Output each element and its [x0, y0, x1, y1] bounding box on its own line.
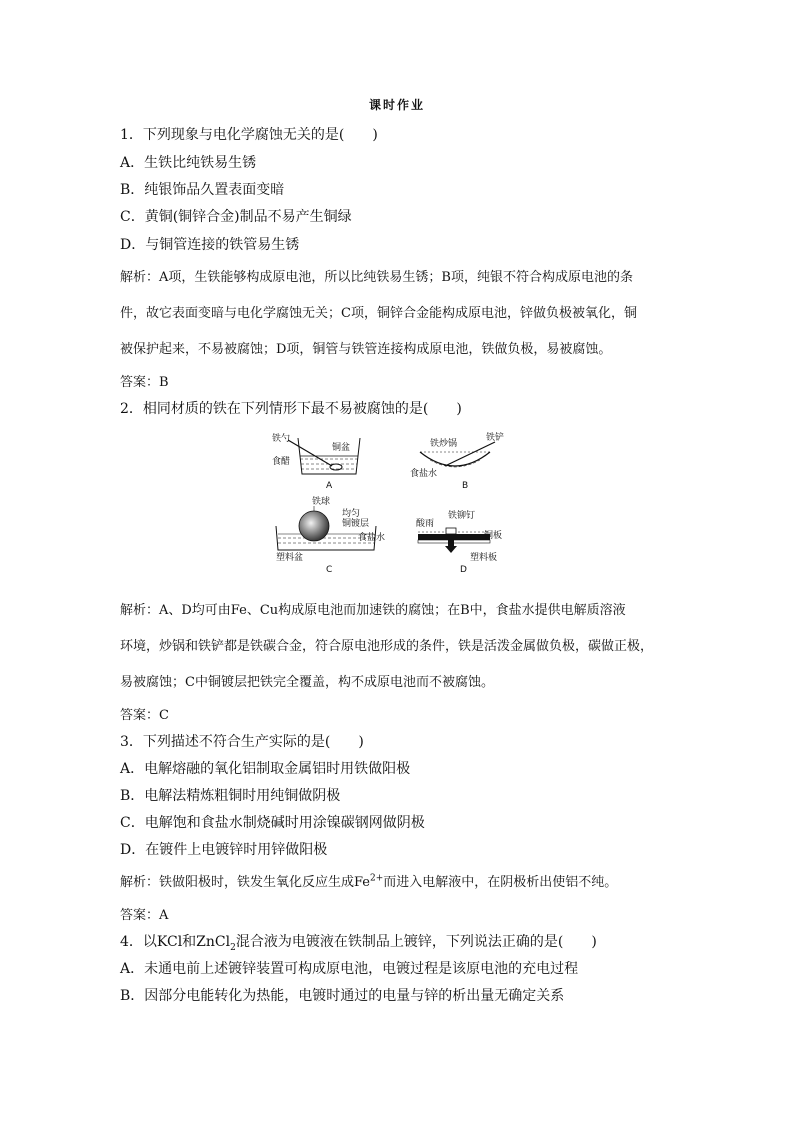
figure-d-label: 铁铆钉 [448, 511, 476, 521]
q2-explanation-line: 解析：A、D均可由Fe、Cu构成原电池而加速铁的腐蚀；在B中，食盐水提供电解质溶液 [120, 603, 626, 618]
figure-c-label: 均匀 [342, 509, 361, 519]
figure-d-label: 铜板 [484, 531, 503, 541]
figure-b-label: 食盐水 [410, 469, 438, 479]
q2-stem: 2．相同材质的铁在下列情形下最不易被腐蚀的是( ) [120, 401, 462, 417]
figure-a-letter: A [326, 481, 333, 491]
q4-stem-subscript: 2 [230, 942, 236, 953]
q1-explanation-line: 解析：A项，生铁能够构成原电池，所以比纯铁易生锈；B项，纯银不符合构成原电池的条 [120, 270, 633, 285]
figure-b-label: 铁炒锅 [430, 439, 458, 449]
q3-explanation-text: 解析：铁做阳极时，铁发生氧化反应生成Fe [120, 875, 371, 890]
q4-stem-text: 4．以KCl和ZnCl [120, 934, 231, 950]
q1-explanation-line: 被保护起来，不易被腐蚀；D项，铜管与铁管连接构成原电池，铁做负极，易被腐蚀。 [120, 342, 612, 357]
figure-c-label: 食盐水 [358, 533, 386, 543]
q1-answer: 答案：B [120, 375, 169, 390]
q3-answer: 答案：A [120, 908, 169, 923]
q4-stem [120, 931, 597, 953]
q1-option-d: D．与铜管连接的铁管易生锈 [120, 237, 300, 253]
figure-d-letter: D [460, 565, 467, 575]
q1-explanation-line: 件，故它表面变暗与电化学腐蚀无关；C项，铜锌合金能构成原电池，锌做负极被氧化，铜 [120, 306, 637, 321]
corrosion-figure [270, 428, 520, 576]
q1-option-b: B．纯银饰品久置表面变暗 [120, 182, 285, 198]
q1-option-a: A．生铁比纯铁易生锈 [120, 155, 257, 171]
figure-c-letter: C [326, 565, 333, 575]
q1-option-c: C．黄铜(铜锌合金)制品不易产生铜绿 [120, 209, 352, 225]
figure-a-label: 铜盆 [332, 443, 351, 453]
q2-answer: 答案：C [120, 708, 169, 723]
q3-option-d: D．在镀件上电镀锌时用锌做阳极 [120, 842, 328, 858]
figure-d [416, 509, 502, 575]
q3-option-a: A．电解熔融的氧化铝制取金属铝时用铁做阳极 [120, 761, 411, 777]
q4-option-a: A．未通电前上述镀锌装置可构成原电池，电镀过程是该原电池的充电过程 [120, 961, 579, 977]
figure-a-label: 食醋 [272, 457, 291, 467]
figure-d-label: 塑料板 [470, 553, 498, 563]
figure-c [276, 495, 385, 575]
figure-b [410, 431, 504, 491]
q4-option-b: B．因部分电能转化为热能，电镀时通过的电量与锌的析出量无确定关系 [120, 988, 565, 1004]
q1-stem: 1．下列现象与电化学腐蚀无关的是( ) [120, 127, 378, 143]
q3-stem: 3．下列描述不符合生产实际的是( ) [120, 734, 364, 750]
q3-explanation [120, 871, 617, 890]
figure-c-label: 铁球 [312, 497, 331, 507]
figure-b-label: 铁铲 [486, 433, 505, 443]
q3-explanation-text: 而进入电解液中，在阴极析出使铝不纯。 [383, 875, 618, 890]
figure-b-letter: B [462, 481, 469, 491]
figure-d-label: 酸雨 [416, 519, 435, 529]
q2-explanation-line: 环境，炒锅和铁铲都是铁碳合金，符合原电池形成的条件，铁是活泼金属做负极，碳做正极， [120, 639, 654, 654]
q2-explanation-line: 易被腐蚀；C中铜镀层把铁完全覆盖，构不成原电池而不被腐蚀。 [120, 675, 494, 690]
figure-c-label: 铜镀层 [342, 519, 370, 529]
figure-a-label: 铁勺 [272, 434, 291, 444]
q3-option-c: C．电解饱和食盐水制烧碱时用涂镍碳钢网做阴极 [120, 815, 425, 831]
figure-a [272, 432, 360, 491]
figure-c-label: 塑料盆 [276, 553, 304, 563]
q3-option-b: B．电解法精炼粗铜时用纯铜做阴极 [120, 788, 341, 804]
page-title: 课时作业 [368, 98, 425, 112]
q4-stem-text: 混合液为电镀液在铁制品上镀锌，下列说法正确的是( ) [235, 934, 597, 950]
q3-explanation-charge: 2+ [370, 873, 384, 884]
